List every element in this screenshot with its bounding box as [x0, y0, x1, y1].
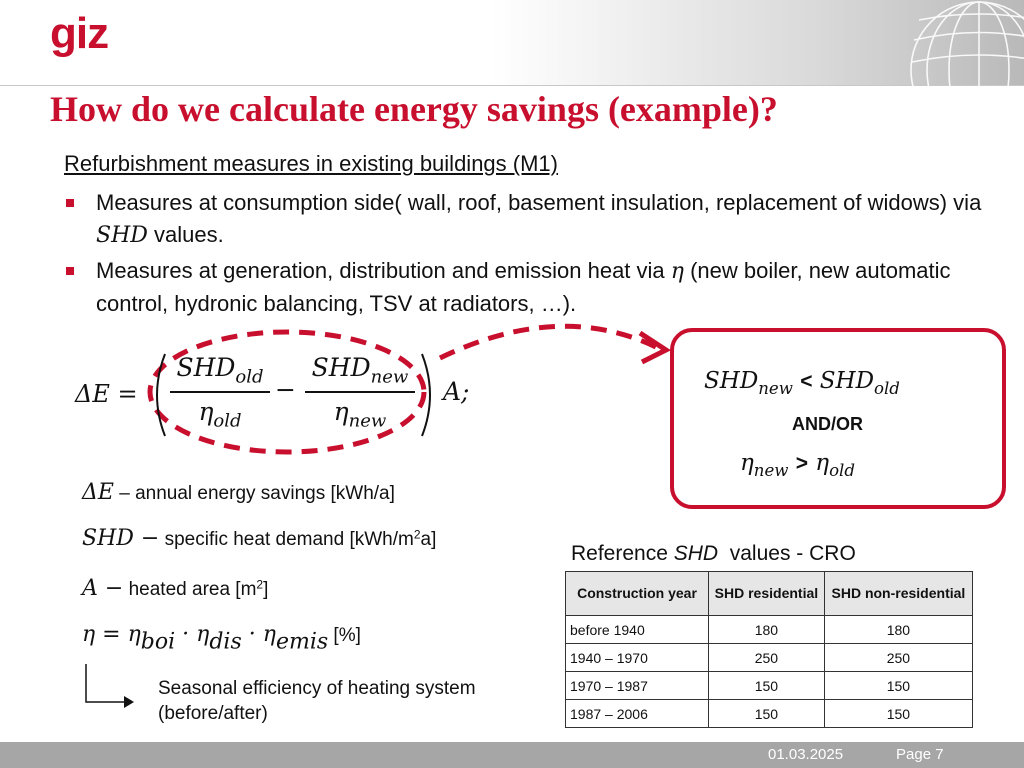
footer-page-number: Page 7 [896, 746, 944, 763]
right-paren-icon [416, 350, 440, 440]
footer-date: 01.03.2025 [768, 746, 844, 763]
seasonal-efficiency-note: Seasonal efficiency of heating system (before/after) [158, 678, 476, 724]
header-band [0, 0, 1024, 86]
fraction-bar-new [305, 391, 415, 393]
and-or-label: AND/OR [792, 414, 863, 434]
definition-area: A − heated area $[m^2]$ [82, 576, 269, 601]
table-row: 1940 – 1970 250 250 [566, 644, 973, 672]
slide-title: How do we calculate energy savings (example)? [50, 89, 778, 129]
arrow-head-icon [640, 333, 666, 362]
shd-old-term: $SHD_{old}$ [176, 353, 264, 388]
table-header-row [566, 572, 973, 616]
shd-new-term: $SHD_{new}$ [311, 353, 409, 388]
left-paren-icon [147, 350, 171, 440]
formula-lhs: ΔE = [75, 380, 138, 408]
condition-shd: $SHD_{new} < SHD_{old}$ [704, 368, 900, 398]
giz-logo: giz [50, 9, 109, 58]
header-shd-non-residential: SHD non-residential [824, 572, 972, 616]
definition-shd: SHD − specific heat demand $[kWh/m^2a]$ [82, 526, 437, 551]
condition-box [670, 328, 1006, 509]
energy-savings-formula [75, 345, 495, 445]
definition-eta: η = ηboi · ηdis · ηemis [%] [82, 622, 361, 655]
table-row: before 1940 180 180 [566, 616, 973, 644]
condition-eta: $\eta_{new} > \eta_{old}$ [740, 450, 855, 480]
footer-bar [0, 742, 1024, 768]
fraction-bar-old [170, 391, 270, 393]
bullet-square-icon [66, 199, 74, 207]
elbow-arrow-icon [82, 660, 142, 710]
header-construction-year: Construction year [566, 572, 709, 616]
minus-sign: − [275, 375, 296, 404]
bullet-generation-side: Measures at generation, distribution and emission heat via η (new boiler, new automatic control, hydronic balancing, TSV at radiators, …). [96, 255, 996, 320]
eta-old-term: $\eta_{old}$ [198, 397, 242, 432]
formula-rhs: A; [443, 377, 470, 406]
header-shd-residential: SHD residential [709, 572, 825, 616]
definition-delta-e: ΔE – annual energy savings [kWh/a] [82, 480, 395, 505]
bullet-consumption-side: Measures at consumption side( wall, roof, basement insulation, replacement of widows) via SHD values. [96, 187, 996, 252]
reference-shd-table [565, 571, 973, 728]
section-subtitle: Refurbishment measures in existing buildings (M1) [64, 151, 558, 176]
table-row: 1987 – 2006 150 150 [566, 700, 973, 728]
table-row: 1970 – 1987 150 150 [566, 672, 973, 700]
table-title: Reference SHD values - CRO [571, 542, 856, 565]
bullet-square-icon [66, 267, 74, 275]
globe-icon [884, 0, 1024, 86]
eta-new-term: $\eta_{new}$ [333, 397, 387, 432]
